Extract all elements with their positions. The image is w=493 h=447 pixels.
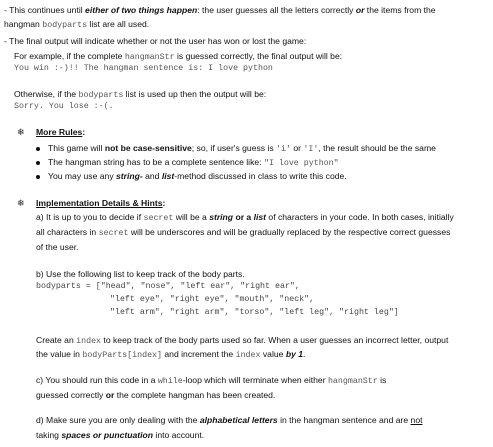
text: or [291,143,304,153]
inline-code: 'i' [276,145,291,154]
text: and [142,171,162,181]
text: Otherwise, if the [14,89,79,99]
text: in the hangman sentence and are [277,415,411,425]
heading-text: Implementation Details & Hints [36,198,163,208]
impl-c-line-2 [36,388,275,402]
intro-line-3: - The final output will indicate whether or not the user has won or lost the game: [4,36,307,46]
impl-a-line-2 [36,225,450,241]
impl-d-line-1 [36,413,423,427]
inline-code: secret [98,229,129,238]
impl-a-line-1 [36,210,454,226]
text: list is used up then the output will be: [123,89,267,99]
emphasis-text: string [209,212,234,222]
emphasis-text: string- [116,171,143,181]
code-line-2: "left eye", "right eye", "mouth", "neck", [110,295,315,304]
emphasis-text: list [253,212,267,222]
text: value [260,349,286,359]
emphasis-text: by 1 [285,349,304,359]
text: and increment the [162,349,236,359]
text: to keep track of the body parts used so far. When a user guesses an incorrect letter, output [101,335,449,345]
text: : the user guesses all the letters correctly [197,5,356,15]
bold-text: not be case-sensitive [104,143,192,153]
text: , the result should be the same [318,143,436,153]
text: You may use any [48,171,116,181]
inline-code: secret [143,214,174,223]
emphasis-text: spaces or punctuation [61,430,154,440]
text: This game will [48,143,105,153]
gear-bullet-icon: ❄ [17,198,25,208]
text: will be underscores and will be gradually replaced by the respective correct guesses [128,227,451,237]
underlined-text: not [410,415,423,425]
win-output-example: You win :-)!! The hangman sentence is: I love python [14,64,273,73]
intro-line-2 [4,17,149,33]
bold-text: or a [233,212,254,222]
text: a) It is up to you to decide if [36,212,144,222]
code-line-3: "left arm", "right arm", "torso", "left leg", "right leg"] [110,308,399,317]
inline-code: hangmanStr [124,53,175,62]
text: . [303,349,306,359]
lose-output-example: Sorry. You lose :-(. [14,102,114,111]
inline-code: bodyParts[index] [82,351,163,360]
heading-colon: : [162,198,166,208]
text: -method discussed in class to write this code. [174,171,347,181]
impl-c-line-1 [36,373,386,389]
text: list are all used. [87,19,150,29]
text: Create an [36,335,77,345]
rule-bullet-3 [48,169,347,183]
heading-text: More Rules [36,127,83,137]
bullet-icon [36,155,40,169]
impl-d-line-2 [36,428,204,442]
more-rules-heading [36,125,85,139]
text: taking [36,430,62,440]
inline-code: bodyparts [78,91,124,100]
inline-code: index [76,337,102,346]
text: ; so, if user's guess is [191,143,277,153]
text: of characters in your code. In both cases, initially [266,212,454,222]
text: the value in [36,349,83,359]
heading-colon: : [82,127,86,137]
inline-code: bodyparts [42,21,88,30]
inline-code: 'I' [303,145,319,154]
bullet-icon [36,141,40,155]
text: - This continues until [4,5,86,15]
text: the complete hangman has been created. [114,390,276,400]
emphasis-text: or [355,5,365,15]
text: c) You should run this code in a [36,375,158,385]
impl-a-line-3: of the user. [36,242,79,252]
text: guessed correctly [36,390,106,400]
bold-text: or [105,390,115,400]
text: into account. [153,430,205,440]
intro-line-1 [4,3,436,17]
gear-bullet-icon: ❄ [17,127,25,137]
text: is guessed correctly, the final output will be: [174,51,343,61]
text: all characters in [36,227,99,237]
inline-code: "I love python" [263,159,339,168]
inline-code: index [235,351,261,360]
emphasis-text: alphabetical letters [199,415,278,425]
code-line-1: bodyparts = ["head", "nose", "left ear", "right ear", [36,282,300,291]
text: will be a [173,212,210,222]
text: d) Make sure you are only dealing with the [36,415,200,425]
inline-code: hangmanStr [327,377,378,386]
text: For example, if the complete [14,51,125,61]
text: -loop which will terminate when either [182,375,328,385]
text: the items from the [364,5,436,15]
emphasis-text: either of two things happen [85,5,198,15]
impl-heading [36,196,165,210]
text: hangman [4,19,43,29]
impl-b-para-2 [36,347,305,363]
text: The hangman string has to be a complete sentence like: [48,157,264,167]
bullet-icon [36,169,40,183]
emphasis-text: list [161,171,175,181]
impl-b-line-1: b) Use the following list to keep track of the body parts. [36,269,245,279]
text: is [377,375,387,385]
inline-code: while [157,377,183,386]
